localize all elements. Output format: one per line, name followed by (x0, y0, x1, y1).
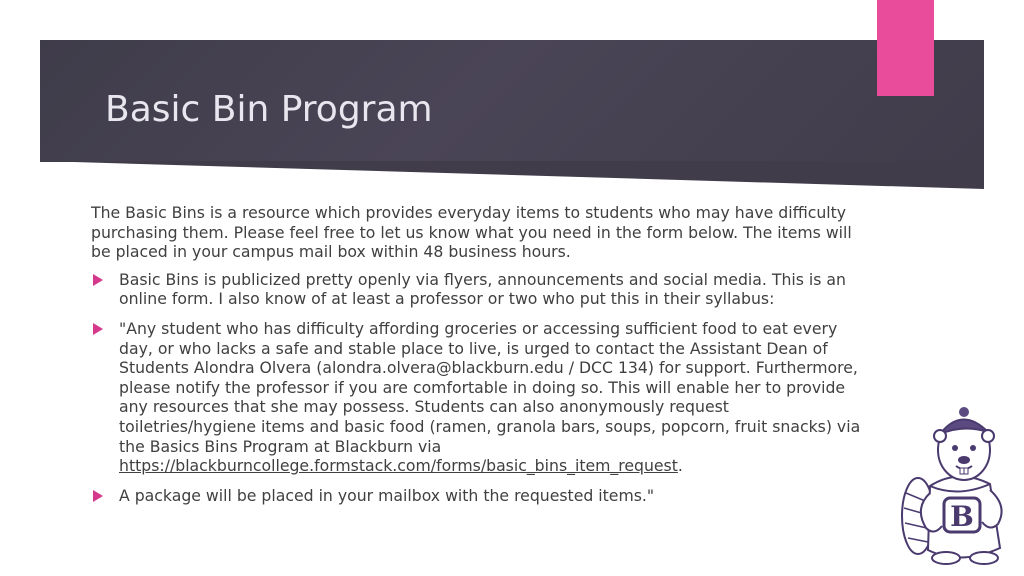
list-item (91, 270, 861, 309)
mascot-letter: B (950, 500, 974, 533)
triangle-bullet-icon (93, 490, 103, 502)
triangle-bullet-icon (93, 274, 103, 286)
basic-bins-request-link[interactable]: https://blackburncollege.formstack.com/forms/basic_bins_item_request (119, 456, 678, 476)
beaver-mascot-icon (900, 398, 1018, 570)
list-item (91, 319, 861, 476)
intro-paragraph: The Basic Bins is a resource which provides everyday items to students who may have difficulty purchasing them. Please feel free to let us know what you need in the form below. The items will be placed in your campus mail box within 48 business hours. (91, 203, 852, 262)
slide-body (91, 203, 861, 515)
slide-title: Basic Bin Program (105, 89, 433, 130)
bullet-text: Basic Bins is publicized pretty openly via flyers, announcements and social media. This is an online form. I also know of at least a professor or two who put this in their syllabus: (119, 269, 846, 309)
list-item (91, 486, 861, 506)
triangle-bullet-icon (93, 323, 103, 335)
bullet-text: "Any student who has difficulty affording groceries or accessing sufficient food to eat every day, or who lacks a safe and stable place to live, is urged to contact the Assistant Dean of Students Alondra Olvera (alondra.olvera@blackburn.edu / DCC 134) for support. Furthermore, please notify the professor if you are comfortable in doing so. This will enable her to provide any resources that she may possess. Students can also anonymously request toiletries/hygiene items and basic food (ramen, granola bars, soups, popcorn, fruit snacks) via the Basics Bins Program at Blackburn via (119, 318, 861, 456)
bullet-text: A package will be placed in your mailbox with the requested items." (119, 485, 655, 505)
accent-tab (877, 0, 934, 96)
bullet-list (91, 270, 861, 506)
bullet-text-end: . (677, 456, 683, 476)
title-band-wedge (40, 161, 984, 189)
